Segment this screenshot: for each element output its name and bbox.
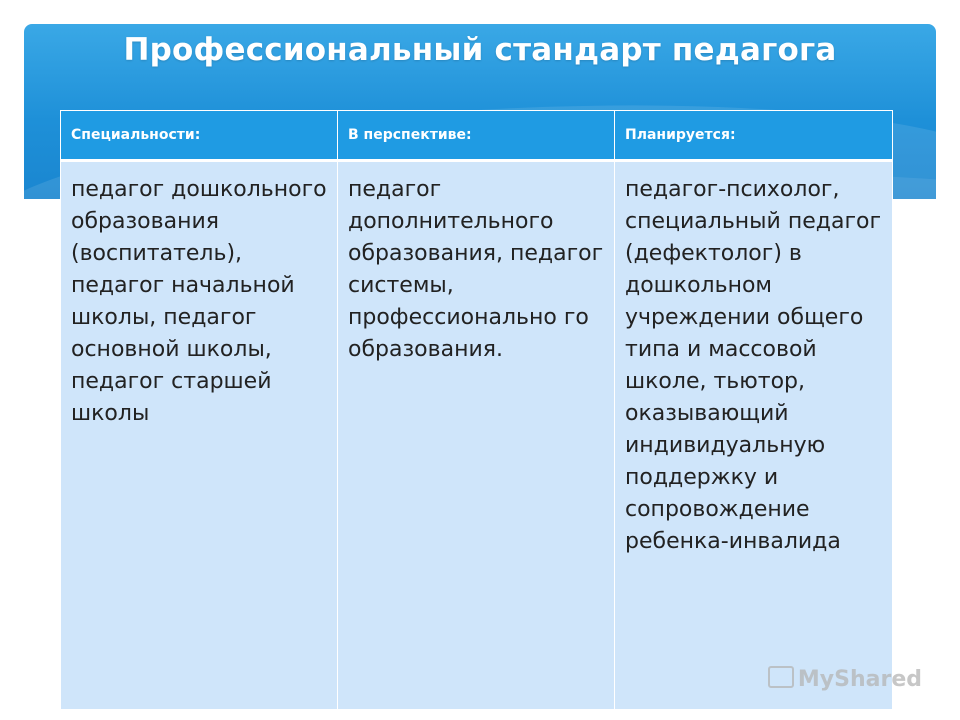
page-title: Профессиональный стандарт педагога (123, 32, 837, 68)
cell-prospective: педагог дополнительного образования, педагог системы, профессионально го образования. (338, 161, 615, 710)
watermark (768, 666, 922, 692)
cell-planned: педагог-психолог, специальный педагог (дефектолог) в дошкольном учреждении общего типа и массовой школе, тьютор, оказывающий индивидуальную поддержку и сопровождение ребенка-инвалида (615, 161, 893, 710)
header-specialties: Специальности: (61, 111, 338, 161)
cell-specialties: педагог дошкольного образования (воспитатель), педагог начальной школы, педагог основной школы, педагог старшей школы (61, 161, 338, 710)
watermark-text: MyShared (797, 667, 922, 692)
standard-table (60, 110, 893, 710)
header-planned: Планируется: (615, 111, 893, 161)
watermark-icon (768, 666, 794, 688)
table-header-row (61, 111, 893, 161)
header-prospective: В перспективе: (338, 111, 615, 161)
table-row (61, 161, 893, 710)
